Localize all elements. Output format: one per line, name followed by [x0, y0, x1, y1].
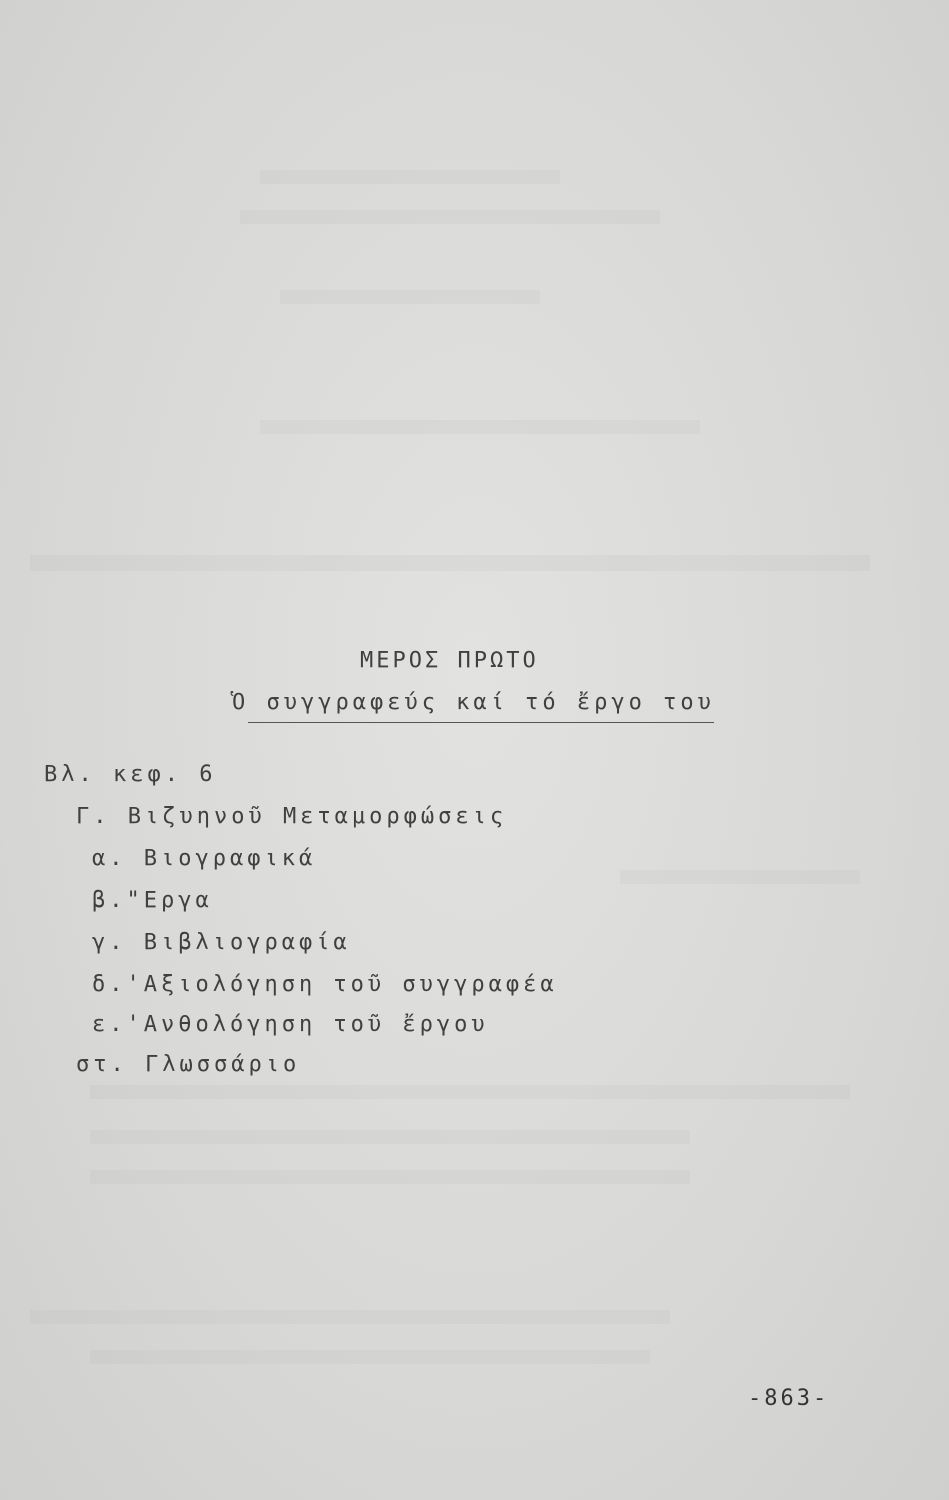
contents-item: στ. Γλωσσάριο [76, 1052, 301, 1077]
contents-item: ε.'Ανθολόγηση τοῦ ἔργου [92, 1012, 489, 1037]
contents-item: β."Εργα [92, 888, 213, 913]
bleed-through-texture [280, 290, 540, 304]
bleed-through-texture [90, 1170, 690, 1184]
chapter-reference: Βλ. κεφ. 6 [44, 762, 217, 787]
subheading-underline [248, 722, 714, 723]
bleed-through-texture [260, 420, 700, 434]
part-subheading: Ὁ συγγραφεύς καί τό ἔργο του [232, 690, 715, 715]
section-title: Γ. Βιζυηνοῦ Μεταμορφώσεις [76, 804, 508, 829]
contents-item: δ.'Αξιολόγηση τοῦ συγγραφέα [92, 972, 558, 997]
page-number: -863- [748, 1386, 830, 1411]
bleed-through-texture [260, 170, 560, 184]
bleed-through-texture [620, 870, 860, 884]
bleed-through-texture [90, 1085, 850, 1099]
bleed-through-texture [240, 210, 660, 224]
bleed-through-texture [90, 1130, 690, 1144]
bleed-through-texture [30, 555, 870, 571]
bleed-through-texture [30, 1310, 670, 1324]
contents-item: γ. Βιβλιογραφία [92, 930, 351, 955]
part-heading: ΜΕΡΟΣ ΠΡΩΤΟ [360, 648, 539, 673]
bleed-through-texture [90, 1350, 650, 1364]
contents-item: α. Βιογραφικά [92, 846, 317, 871]
